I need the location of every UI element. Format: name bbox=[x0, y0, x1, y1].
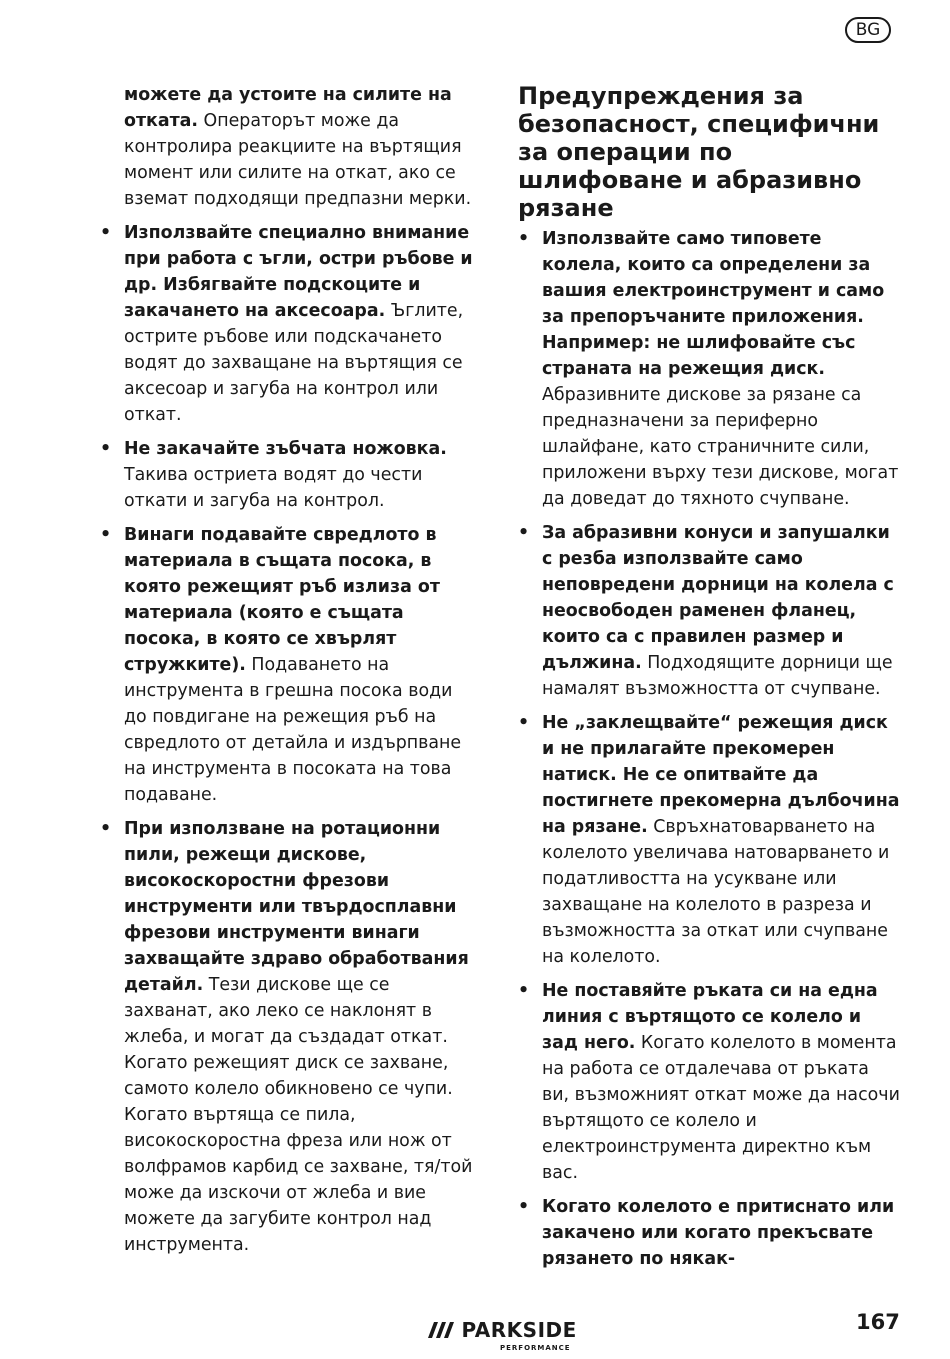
item-lead: За абразивни конуси и запушалки с резба използвайте само неповредени дорници на колела с неосвободен раменен фланец, които са с правилен размер и дължина. bbox=[542, 523, 894, 673]
item-lead: Не поставяйте ръката си на една линия с въртящото се колело и зад него. bbox=[542, 981, 878, 1053]
paragraph-body: Операторът може да контролира реакциите на въртящия момент или силите на откат, ако се вземат подходящи предпазни мерки. bbox=[124, 111, 472, 209]
list-item bbox=[100, 522, 478, 808]
list-item bbox=[518, 520, 900, 702]
page-number: 167 bbox=[856, 1310, 900, 1334]
brand-wordmark bbox=[428, 1318, 578, 1342]
item-body: Свръхнатоварването на колелото увеличава натоварването и податливостта на усукване или захващане на колелото в разреза и възможността за откат или счупване на колелото. bbox=[542, 817, 890, 967]
list-item bbox=[518, 1194, 900, 1272]
list-item bbox=[518, 226, 900, 512]
bullet-icon: • bbox=[100, 819, 112, 839]
list-item bbox=[100, 220, 478, 428]
item-body: Абразивните дискове за рязане са предназначени за периферно шлайфане, като страничните сили, приложени върху тези дискове, могат да доведат до тяхното счупване. bbox=[542, 385, 899, 509]
bullet-icon: • bbox=[100, 525, 112, 545]
item-body: Когато колелото в момента на работа се отдалечава от ръката ви, възможният откат може да насочи въртящото се колело и електроинструмента директно към вас. bbox=[542, 1033, 900, 1183]
continuation-paragraph bbox=[100, 82, 478, 212]
bullet-icon: • bbox=[518, 229, 530, 249]
item-lead: Не закачайте зъбчата ножовка. bbox=[124, 439, 447, 459]
item-lead: Не „заклещвайте“ режещия диск и не прилагайте прекомерен натиск. Не се опитвайте да постигнете прекомерна дълбочина на рязане. bbox=[542, 713, 900, 837]
brand-name: PARKSIDE bbox=[461, 1318, 577, 1342]
item-lead: Винаги подавайте свредлото в материала в същата посока, в която режещият ръб излиза от материала (която е същата посока, в която се хвърлят стружките). bbox=[124, 525, 440, 675]
item-lead: Използвайте специално внимание при работа с ъгли, остри ръбове и др. Избягвайте подскоците и закачането на аксесоара. bbox=[124, 223, 473, 321]
paragraph-lead: можете да устоите на силите на отката. bbox=[124, 85, 452, 131]
bullet-icon: • bbox=[518, 523, 530, 543]
item-body: Подаването на инструмента в грешна посока води до повдигане на режещия ръб на свредлото от детайла и издърпване на инструмента в посоката на това подаване. bbox=[124, 655, 462, 805]
item-body: Подходящите дорници ще намалят възможността от счупване. bbox=[542, 653, 893, 699]
item-body: Такива остриета водят до чести откати и загуба на контрол. bbox=[124, 465, 423, 511]
item-body: Тези дискове ще се захванат, ако леко се наклонят в жлеба, и могат да създадат откат. Когато режещият диск се захване, самото колело обикновено се чупи. Когато въртяща се пила, високоскоростна фреза или нож от волфрамов карбид се захване, тя/той може да изскочи от жлеба и вие можете да загубите контрол над инструмента. bbox=[124, 975, 473, 1255]
item-lead: При използване на ротационни пили, режещи дискове, високоскоростни фрезови инструменти или твърдосплавни фрезови инструменти винаги захващайте здраво обработвания детайл. bbox=[124, 819, 469, 995]
list-item bbox=[100, 436, 478, 514]
bullet-icon: • bbox=[100, 439, 112, 459]
section-heading: Предупреждения за безопасност, специфични за операции по шлифоване и абразивно рязане bbox=[518, 82, 880, 222]
item-lead: Използвайте само типовете колела, които са определени за вашия електроинструмент и само за препоръчаните приложения. Например: не шлифовайте със страната на режещия диск. bbox=[542, 229, 885, 379]
slashes-icon bbox=[428, 1322, 454, 1338]
bullet-icon: • bbox=[518, 981, 530, 1001]
list-item bbox=[518, 710, 900, 970]
language-badge: BG bbox=[845, 17, 891, 43]
right-column bbox=[518, 82, 900, 1280]
item-body: Ъглите, острите ръбове или подскачането водят до захващане на въртящия се аксесоар и загуба на контрол или откат. bbox=[124, 301, 464, 425]
brand-logo bbox=[428, 1318, 578, 1354]
list-item bbox=[100, 816, 478, 1258]
brand-subtitle: PERFORMANCE bbox=[500, 1344, 571, 1352]
list-item bbox=[518, 978, 900, 1186]
bullet-icon: • bbox=[518, 1197, 530, 1217]
item-lead: Когато колелото е притиснато или закачено или когато прекъсвате рязането по някак- bbox=[542, 1197, 895, 1269]
bullet-icon: • bbox=[100, 223, 112, 243]
bullet-icon: • bbox=[518, 713, 530, 733]
left-column bbox=[100, 82, 478, 1266]
